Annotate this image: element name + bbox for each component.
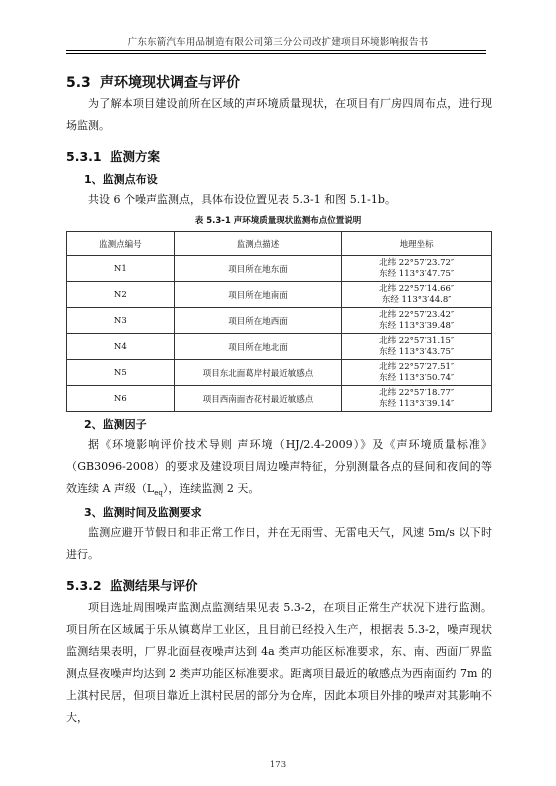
point-coordinates [342,308,492,334]
point-description: 项目所在地东面 [174,256,342,282]
table-header-cell: 地理坐标 [342,232,492,256]
item-text-monitoring-time: 监测应避开节假日和非正常工作日，并在无雨雪、无雷电天气，风速 5m/s 以下时进行。 [66,526,492,561]
point-coordinates [342,386,492,412]
latitude: 北纬 22°57′18.77″ [379,387,455,398]
item-text-monitoring-factors [66,434,492,504]
section-number: 5.3 [66,75,91,91]
page-number: 173 [269,760,287,770]
page-header: 广东东箭汽车用品制造有限公司第三分公司改扩建项目环境影响报告书 [127,37,429,48]
latitude: 北纬 22°57′23.42″ [379,309,455,320]
point-description: 项目所在地西面 [174,308,342,334]
leq-subscript: eq [154,489,163,498]
subsection-heading-5-3-1 [66,147,160,165]
item-text-monitoring-points: 共设 6 个噪声监测点，具体布设位置见表 5.3-1 和图 5.1-1b。 [88,193,396,206]
longitude: 东经 113°3′44.8″ [381,294,452,305]
header-rule [66,50,486,54]
latitude: 北纬 22°57′14.66″ [379,283,455,294]
item-heading-monitoring-time: 3、监测时间及监测要求 [84,506,202,519]
section-heading [66,72,240,92]
longitude: 东经 113°3′39.48″ [379,320,455,331]
point-id: N4 [67,334,175,360]
monitoring-points-table [66,231,492,412]
table-row [67,308,492,334]
latitude: 北纬 22°57′23.72″ [379,257,455,268]
subsection-title: 监测方案 [110,149,161,164]
longitude: 东经 113°3′43.75″ [379,346,455,357]
longitude: 东经 113°3′50.74″ [379,372,455,383]
point-coordinates [342,360,492,386]
point-id: N3 [67,308,175,334]
point-description: 项目东北面葛岸村最近敏感点 [174,360,342,386]
table-caption: 表 5.3-1 声环境质量现状监测布点位置说明 [194,216,362,226]
point-description: 项目所在地南面 [174,282,342,308]
section-intro: 为了解本项目建设前所在区域的声环境质量现状，在项目有厂房四周布点，进行现场监测。 [66,97,492,132]
factors-text-tail: ），连续监测 2 天。 [162,482,260,495]
table-row [67,334,492,360]
point-description: 项目所在地北面 [174,334,342,360]
longitude: 东经 113°3′47.75″ [379,268,455,279]
point-id: N1 [67,256,175,282]
longitude: 东经 113°3′39.14″ [379,398,455,409]
subsection-heading-5-3-2 [66,576,198,594]
point-id: N6 [67,386,175,412]
point-description: 项目西南面杏花村最近敏感点 [174,386,342,412]
factors-text-main: 据《环境影响评价技术导则 声环境（HJ/2.4-2009）》及《声环境质量标准》（GB3096-2008）的要求及建设项目周边噪声特征，分别测量各点的昼间和夜间的等效连续 A 声级（L [66,438,492,495]
point-coordinates [342,256,492,282]
table-header-cell: 监测点描述 [174,232,342,256]
item-heading-monitoring-points: 1、监测点布设 [84,173,158,186]
subsection-number: 5.3.2 [66,578,102,593]
table-header-cell: 监测点编号 [67,232,175,256]
table-row [67,256,492,282]
latitude: 北纬 22°57′31.15″ [379,335,455,346]
table-header-row [67,232,492,256]
point-id: N5 [67,360,175,386]
table-row [67,360,492,386]
table-row [67,386,492,412]
point-id: N2 [67,282,175,308]
subsection-title: 监测结果与评价 [110,578,198,593]
subsection-number: 5.3.1 [66,149,102,164]
item-heading-monitoring-factors: 2、监测因子 [84,418,147,431]
point-coordinates [342,282,492,308]
latitude: 北纬 22°57′27.51″ [379,361,455,372]
results-text: 项目选址周围噪声监测点监测结果见表 5.3-2，在项目正常生产状况下进行监测。项目所在区域属于乐从镇葛岸工业区，且目前已经投入生产，根据表 5.3-2，噪声现状监测结果表明，厂界北面昼夜噪声达到 4a 类声功能区标准要求，东、南、西面厂界监测点昼夜噪声均达到 2 类声功能区标准要求。距离项目最近的敏感点为西南面约 7m 的上淇村民居，但项目靠近上淇村民居的部分为仓库，因此本项目外排的噪声对其影响不大， [66,601,492,724]
point-coordinates [342,334,492,360]
table-row [67,282,492,308]
section-title: 声环境现状调查与评价 [100,75,240,91]
